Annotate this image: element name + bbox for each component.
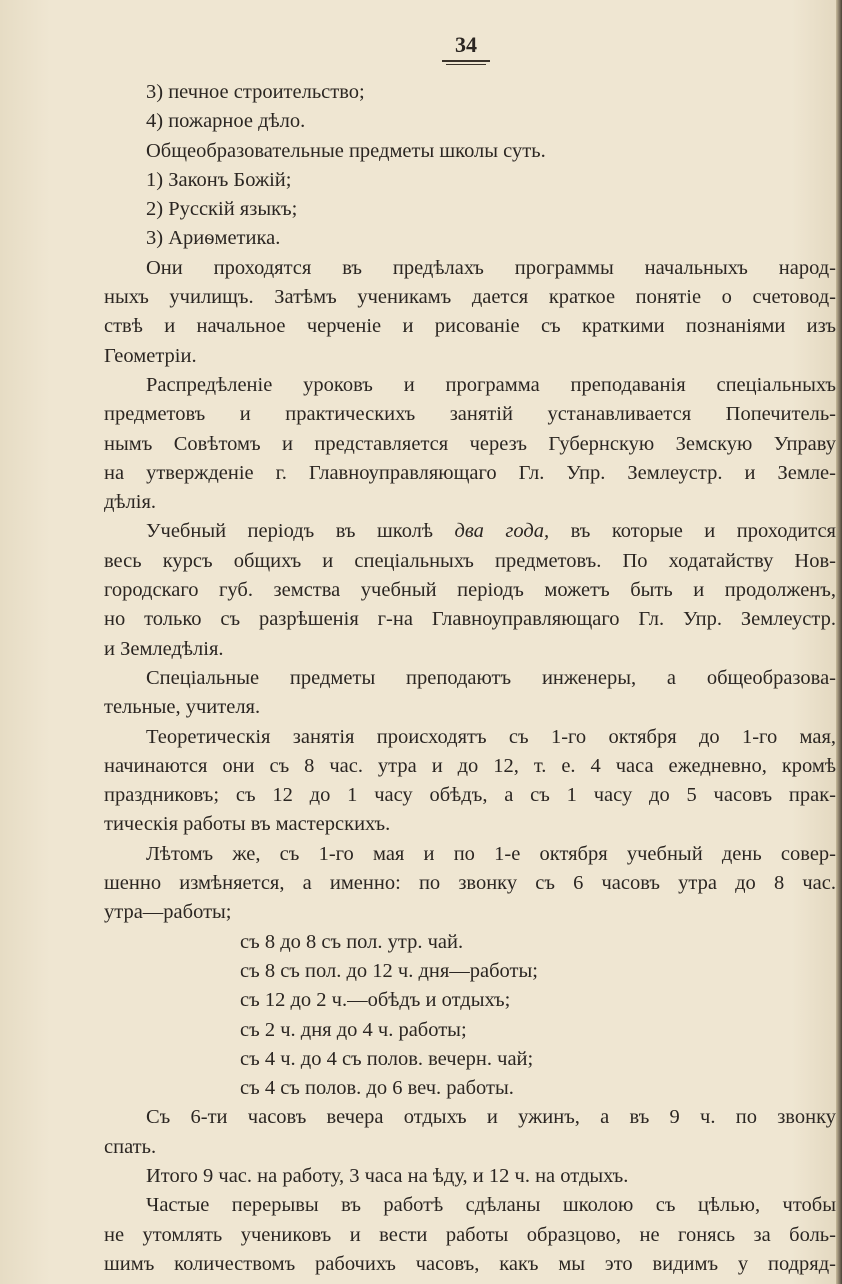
text-line: Теоретическія занятія происходятъ съ 1-го октября до 1-го мая,	[146, 725, 836, 748]
schedule-line: съ 4 ч. до 4 съ полов. вечерн. чай;	[240, 1047, 534, 1070]
text-line: начинаются они съ 8 час. утра и до 12, т. е. 4 часа ежедневно, кромѣ	[104, 754, 836, 777]
text-line: Геометріи.	[104, 344, 197, 367]
schedule-line: съ 8 съ пол. до 12 ч. дня—работы;	[240, 959, 538, 982]
body-text	[104, 78, 836, 1279]
text-line: предметовъ и практическихъ занятій устанавливается Попечитель-	[104, 403, 836, 426]
page-number-rule	[442, 60, 490, 62]
text-line: не утомлять учениковъ и вести работы образцово, не гонясь за боль-	[104, 1223, 836, 1246]
page-number-rule-thin	[446, 64, 486, 65]
text-line: городскаго губ. земства учебный періодъ можетъ быть и продолженъ,	[104, 579, 836, 602]
text-line: утра—работы;	[104, 901, 232, 924]
text-line: на утвержденіе г. Главноуправляющаго Гл. Упр. Землеустр. и Земле-	[104, 461, 836, 484]
text-line: тическія работы въ мастерскихъ.	[104, 813, 391, 836]
text-line: Итого 9 час. на работу, 3 часа на ѣду, и 12 ч. на отдыхъ.	[146, 1164, 629, 1187]
text-line: нымъ Совѣтомъ и представляется черезъ Губернскую Земскую Управу	[104, 432, 836, 455]
text-line: Съ 6-ти часовъ вечера отдыхъ и ужинъ, а въ 9 ч. по звонку	[146, 1106, 836, 1129]
page-edge-shadow	[836, 0, 842, 1284]
text-line: тельные, учителя.	[104, 696, 261, 719]
text-line: и Земледѣлія.	[104, 637, 224, 660]
text-line: Общеобразовательные предметы школы суть.	[146, 139, 546, 162]
page-number: 34	[455, 32, 477, 57]
text-line: Они проходятся въ предѣлахъ программы начальныхъ народ-	[146, 256, 836, 279]
list-item: 4) пожарное дѣло.	[146, 110, 306, 133]
text-line: шенно измѣняется, а именно: по звонку съ 6 часовъ утра до 8 час.	[104, 872, 836, 895]
text-line: ныхъ училищъ. Затѣмъ ученикамъ дается краткое понятіе о счетовод-	[104, 286, 836, 309]
emphasis-text: два года,	[454, 520, 550, 543]
text-segment: въ которые и проходится	[549, 520, 836, 543]
text-line: весь курсъ общихъ и спеціальныхъ предметовъ. По ходатайству Нов-	[104, 549, 836, 572]
schedule-line: съ 2 ч. дня до 4 ч. работы;	[240, 1018, 467, 1041]
text-line	[104, 517, 836, 546]
text-line: Распредѣленіе уроковъ и программа преподаванія спеціальныхъ	[146, 373, 836, 396]
text-line: Спеціальные предметы преподаютъ инженеры, а общеобразова-	[146, 666, 836, 689]
text-segment: Учебный періодъ въ школѣ	[146, 520, 455, 543]
text-line: спать.	[104, 1135, 157, 1158]
schedule-line: съ 12 до 2 ч.—обѣдъ и отдыхъ;	[240, 989, 511, 1012]
text-line: Частые перерывы въ работѣ сдѣланы школою съ цѣлью, чтобы	[146, 1194, 836, 1217]
schedule-line: съ 4 съ полов. до 6 веч. работы.	[240, 1077, 514, 1100]
list-item: 2) Русскій языкъ;	[146, 198, 298, 221]
text-line: шимъ количествомъ рабочихъ часовъ, какъ мы это видимъ у подряд-	[104, 1252, 836, 1275]
text-line: праздниковъ; съ 12 до 1 часу обѣдъ, а съ 1 часу до 5 часовъ прак-	[104, 784, 836, 807]
list-item: 3) печное строительство;	[146, 81, 365, 103]
schedule-line: съ 8 до 8 съ пол. утр. чай.	[240, 930, 464, 953]
text-line: дѣлія.	[104, 491, 157, 514]
list-item: 3) Ариѳметика.	[146, 227, 281, 250]
text-line: но только съ разрѣшенія г-на Главноуправляющаго Гл. Упр. Землеустр.	[104, 608, 836, 631]
text-line: ствѣ и начальное черченіе и рисованіе съ краткими познаніями изъ	[104, 315, 836, 338]
list-item: 1) Законъ Божій;	[146, 168, 292, 191]
text-line: Лѣтомъ же, съ 1-го мая и по 1-е октября учебный день совер-	[146, 842, 836, 865]
